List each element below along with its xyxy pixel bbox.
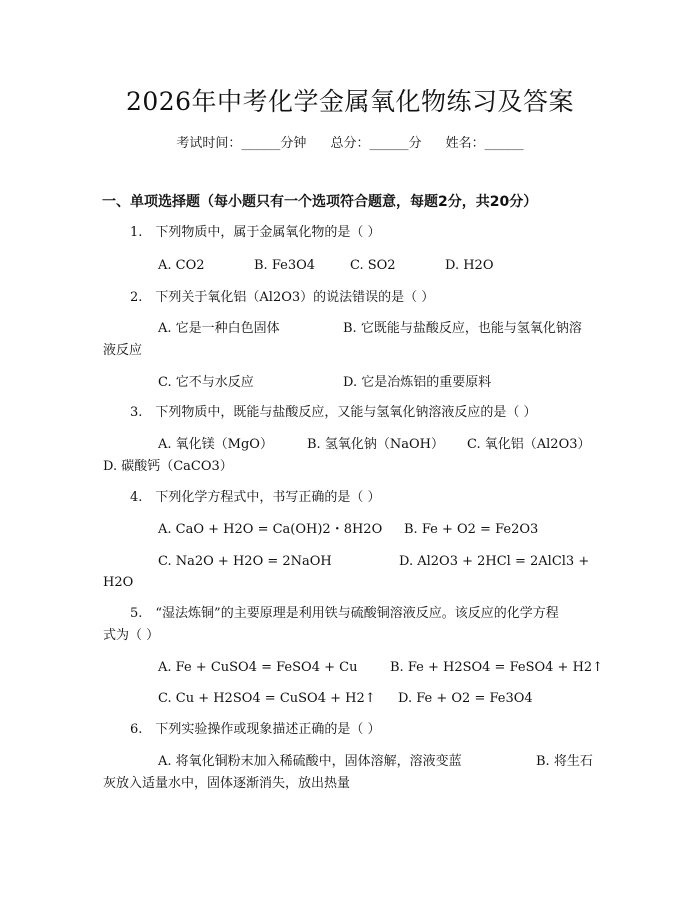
- question-3-option-d: D. 碳酸钙（CaCO3）: [103, 459, 233, 474]
- total-score: 总分：______分: [330, 136, 422, 151]
- question-5-stem-continued: 式为（ ）: [103, 628, 160, 643]
- question-5-option-a: A. Fe + CuSO4 = FeSO4 + Cu: [158, 660, 358, 675]
- question-5-stem: 5. “湿法炼铜”的主要原理是利用铁与硫酸铜溶液反应。该反应的化学方程: [130, 606, 559, 621]
- question-6-option-a: A. 将氧化铜粉末加入稀硫酸中，固体溶解，溶液变蓝: [158, 754, 462, 769]
- question-5-option-d: D. Fe + O2 = Fe3O4: [398, 691, 533, 706]
- question-6-stem: 6. 下列实验操作或现象描述正确的是（ ）: [130, 722, 381, 737]
- exam-time: 考试时间：______分钟: [176, 136, 307, 151]
- page-title: 2026年中考化学金属氧化物练习及答案: [125, 87, 575, 116]
- question-4-option-b: B. Fe + O2 = Fe2O3: [404, 522, 539, 537]
- student-name: 姓名：______: [445, 136, 524, 151]
- question-2-option-c: C. 它不与水反应: [158, 375, 254, 390]
- question-1-stem: 1. 下列物质中，属于金属氧化物的是（ ）: [130, 225, 381, 240]
- question-2-stem: 2. 下列关于氧化铝（Al2O3）的说法错误的是（ ）: [130, 290, 435, 305]
- question-6-option-b-continued: 灰放入适量水中，固体逐渐消失，放出热量: [103, 776, 351, 791]
- question-5-option-b: B. Fe + H2SO4 = FeSO4 + H2↑: [390, 660, 604, 675]
- question-4-option-d-continued: H2O: [103, 575, 134, 590]
- question-3-stem: 3. 下列物质中，既能与盐酸反应，又能与氢氧化钠溶液反应的是（ ）: [130, 405, 537, 420]
- question-3-option-c: C. 氧化铝（Al2O3）: [467, 437, 591, 452]
- question-5-option-c: C. Cu + H2SO4 = CuSO4 + H2↑: [158, 691, 376, 706]
- question-1-option-a: A. CO2: [158, 258, 205, 273]
- question-4-option-c: C. Na2O + H2O = 2NaOH: [158, 554, 332, 569]
- question-1-option-b: B. Fe3O4: [254, 258, 316, 273]
- question-1-option-c: C. SO2: [350, 258, 396, 273]
- exam-meta: [0, 132, 700, 151]
- question-6-option-b: B. 将生石: [536, 754, 593, 769]
- question-3-option-b: B. 氢氧化钠（NaOH）: [307, 437, 444, 452]
- question-2-option-d: D. 它是冶炼铝的重要原料: [343, 375, 492, 390]
- question-3-option-a: A. 氧化镁（MgO）: [158, 437, 273, 452]
- question-2-option-b: B. 它既能与盐酸反应，也能与氢氧化钠溶: [343, 321, 582, 336]
- question-4-option-a: A. CaO + H2O = Ca(OH)2・8H2O: [158, 522, 383, 537]
- section-title: 一、单项选择题（每小题只有一个选项符合题意，每题2分，共20分）: [102, 194, 538, 210]
- question-2-option-b-continued: 液反应: [103, 343, 143, 358]
- question-4-option-d: D. Al2O3 + 2HCl = 2AlCl3 +: [399, 554, 590, 569]
- question-4-stem: 4. 下列化学方程式中，书写正确的是（ ）: [130, 490, 381, 505]
- question-2-option-a: A. 它是一种白色固体: [158, 321, 280, 336]
- question-1-option-d: D. H2O: [445, 258, 494, 273]
